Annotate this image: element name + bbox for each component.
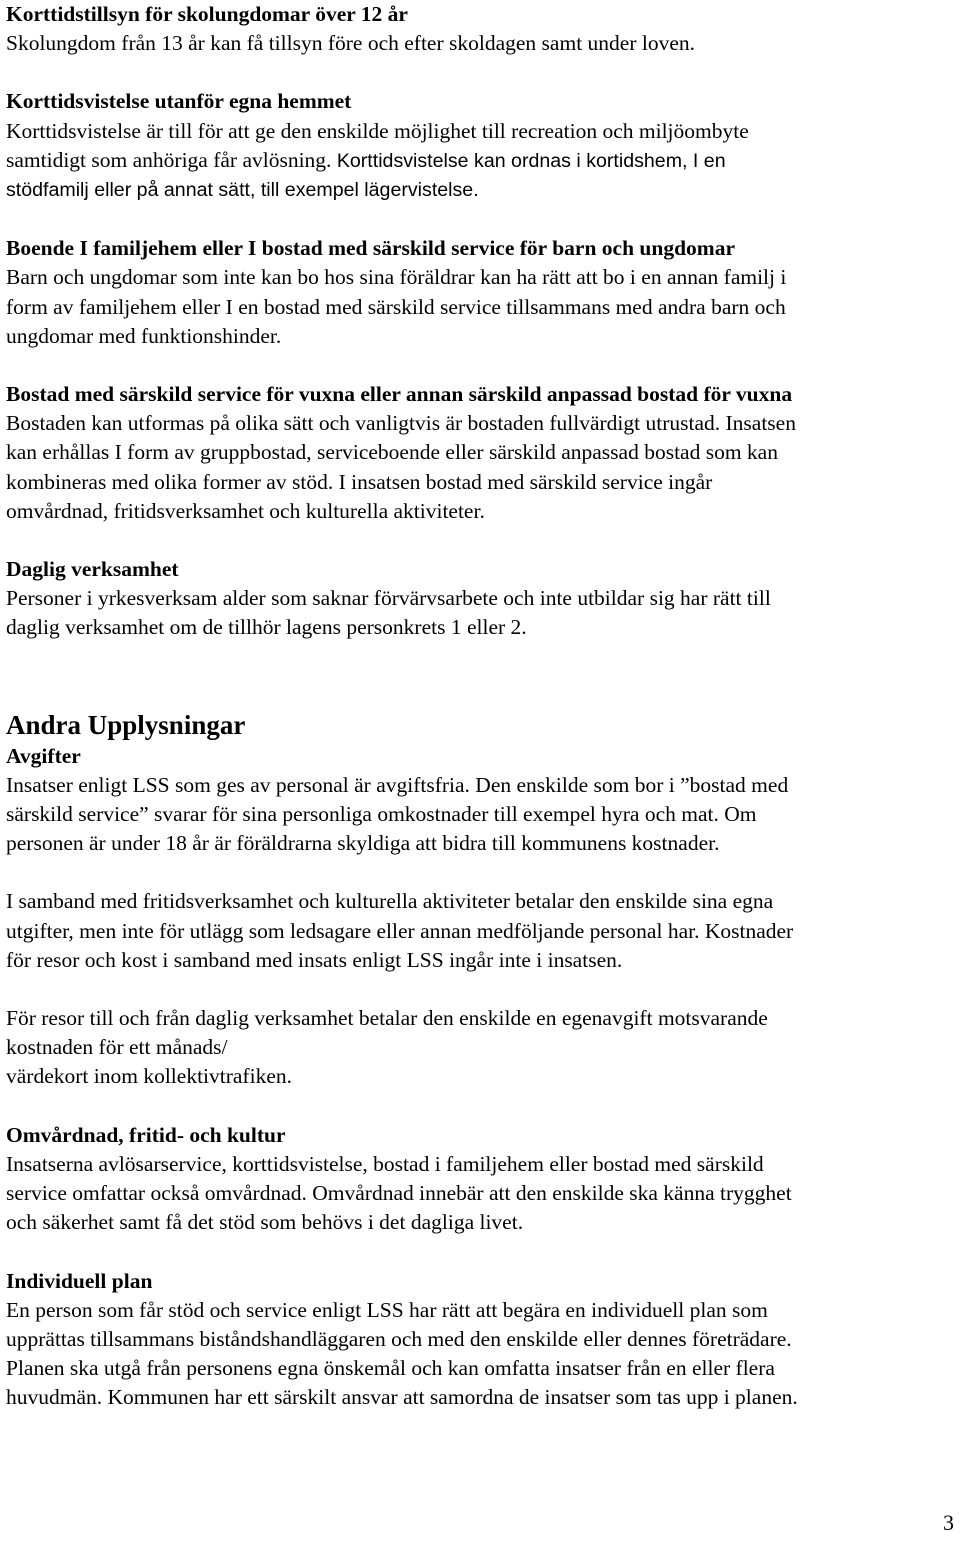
paragraph-segment: samtidigt som anhöriga får avlösning. bbox=[6, 147, 337, 172]
paragraph-line: Personer i yrkesverksam alder som saknar förvärvsarbete och inte utbildar sig har rätt till bbox=[6, 586, 771, 611]
paragraph-line: ungdomar med funktionshinder. bbox=[6, 323, 282, 348]
paragraph-line: kostnaden för ett månads/ bbox=[6, 1035, 228, 1060]
heading-andra-upplysningar: Andra Upplysningar bbox=[6, 709, 246, 740]
paragraph-line: service omfattar också omvårdnad. Omvårdnad innebär att den enskilde ska känna trygghet bbox=[6, 1181, 792, 1206]
paragraph-line: för resor och kost i samband med insats enligt LSS ingår inte i insatsen. bbox=[6, 947, 623, 972]
heading-korttidstillsyn: Korttidstillsyn för skolungdomar över 12 år bbox=[6, 2, 408, 26]
heading-individuell-plan: Individuell plan bbox=[6, 1268, 153, 1293]
paragraph-line: En person som får stöd och service enligt LSS har rätt att begära en individuell plan som bbox=[6, 1297, 768, 1322]
document-page bbox=[6, 0, 954, 1413]
paragraph-line: personen är under 18 år är föräldrarna skyldiga att bidra till kommunens kostnader. bbox=[6, 831, 720, 856]
paragraph-line: daglig verksamhet om de tillhör lagens personkrets 1 eller 2. bbox=[6, 615, 527, 640]
paragraph-line: utgifter, men inte för utlägg som ledsagare eller annan medföljande personal har. Kostnader bbox=[6, 918, 794, 943]
paragraph-line-mixed bbox=[6, 146, 954, 176]
paragraph-line: särskild service” svarar för sina personliga omkostnader till exempel hyra och mat. Om bbox=[6, 802, 757, 827]
paragraph-line: värdekort inom kollektivtrafiken. bbox=[6, 1064, 292, 1089]
heading-avgifter: Avgifter bbox=[6, 743, 81, 768]
paragraph-line: Bostaden kan utformas på olika sätt och vanligtvis är bostaden fullvärdigt utrustad. Insatsen bbox=[6, 411, 796, 436]
paragraph-line: För resor till och från daglig verksamhet betalar den enskilde en egenavgift motsvarande bbox=[6, 1006, 768, 1031]
paragraph-line: Korttidsvistelse är till för att ge den enskilde möjlighet till recreation och miljöombyte bbox=[6, 118, 749, 143]
paragraph-line: och säkerhet samt få det stöd som behövs i det dagliga livet. bbox=[6, 1210, 524, 1235]
paragraph-line: form av familjehem eller I en bostad med särskild service tillsammans med andra barn och bbox=[6, 294, 786, 319]
paragraph-line: kombineras med olika former av stöd. I insatsen bostad med särskild service ingår bbox=[6, 469, 713, 494]
paragraph-line: Insatser enligt LSS som ges av personal är avgiftsfria. Den enskilde som bor i ”bostad med bbox=[6, 772, 789, 797]
heading-boende-familjehem: Boende I familjehem eller I bostad med särskild service för barn och ungdomar bbox=[6, 236, 735, 261]
heading-korttidsvistelse: Korttidsvistelse utanför egna hemmet bbox=[6, 89, 352, 114]
paragraph-line: omvårdnad, fritidsverksamhet och kulturella aktiviteter. bbox=[6, 498, 485, 523]
paragraph-line-sans: stödfamilj eller på annat sätt, till exempel lägervistelse. bbox=[6, 179, 479, 202]
heading-omvardnad: Omvårdnad, fritid- och kultur bbox=[6, 1122, 286, 1147]
page-number: 3 bbox=[943, 1510, 954, 1535]
paragraph-line: Barn och ungdomar som inte kan bo hos sina föräldrar kan ha rätt att bo i en annan familj i bbox=[6, 265, 787, 290]
paragraph-line: Planen ska utgå från personens egna önskemål och kan omfatta insatser från en eller flera bbox=[6, 1356, 775, 1381]
paragraph-line: I samband med fritidsverksamhet och kulturella aktiviteter betalar den enskilde sina egna bbox=[6, 889, 774, 914]
heading-bostad-vuxna: Bostad med särskild service för vuxna eller annan särskild anpassad bostad för vuxna bbox=[6, 382, 793, 407]
paragraph-line: Insatserna avlösarservice, korttidsvistelse, bostad i familjehem eller bostad med särskild bbox=[6, 1151, 764, 1176]
paragraph-line: upprättas tillsammans biståndshandläggaren och med den enskilde eller dennes företrädare. bbox=[6, 1326, 792, 1351]
paragraph-segment-sans: Korttidsvistelse kan ordnas i kortidshem, I en bbox=[336, 149, 726, 172]
paragraph-line: Skolungdom från 13 år kan få tillsyn före och efter skoldagen samt under loven. bbox=[6, 31, 696, 56]
paragraph-line: kan erhållas I form av gruppbostad, serviceboende eller särskild anpassad bostad som kan bbox=[6, 440, 778, 465]
paragraph-line: huvudmän. Kommunen har ett särskilt ansvar att samordna de insatser som tas upp i planen. bbox=[6, 1385, 798, 1410]
heading-daglig-verksamhet: Daglig verksamhet bbox=[6, 557, 179, 582]
